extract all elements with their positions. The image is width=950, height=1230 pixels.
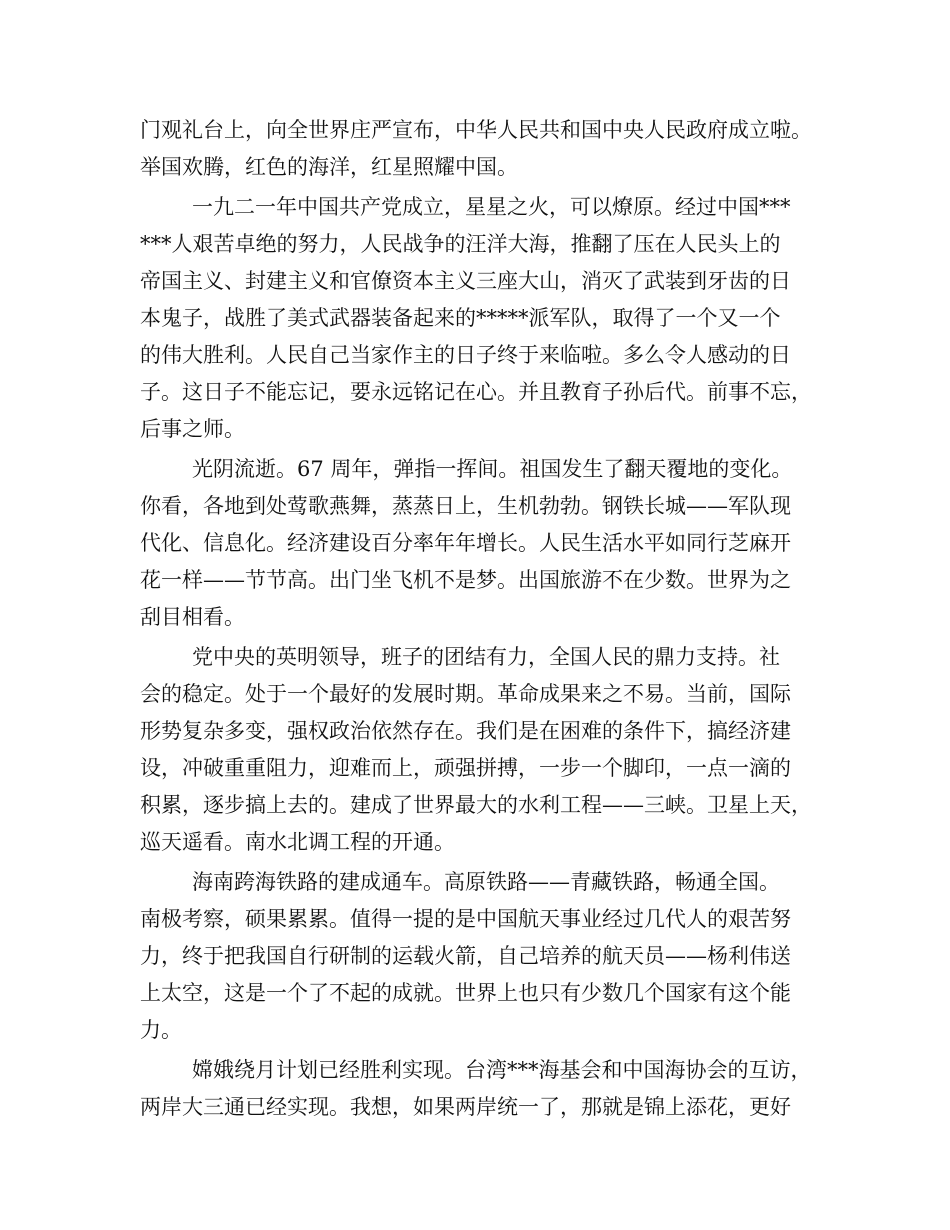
- text-line: 后事之师。: [140, 417, 245, 441]
- text-line: 帝国主义、封建主义和官僚资本主义三座大山，消灭了武装到牙齿的日: [140, 269, 791, 293]
- text-line: 上太空，这是一个了不起的成就。世界上也只有少数几个国家有这个能: [140, 981, 791, 1005]
- text-line: 刮目相看。: [140, 605, 245, 629]
- text-line: 花一样——节节高。出门坐飞机不是梦。出国旅游不在少数。世界为之: [140, 568, 791, 592]
- paragraph-5: [140, 864, 830, 1049]
- paragraph-3: [140, 451, 830, 636]
- text-line: 举国欢腾，红色的海洋，红星照耀中国。: [140, 155, 518, 179]
- text-line: 党中央的英明领导，班子的团结有力，全国人民的鼎力支持。社: [192, 645, 780, 669]
- text-line: 门观礼台上，向全世界庄严宣布，中华人民共和国中央人民政府成立啦。: [140, 118, 812, 142]
- text-line: 会的稳定。处于一个最好的发展时期。革命成果来之不易。当前，国际: [140, 682, 791, 706]
- text-line: 力，终于把我国自行研制的运载火箭，自己培养的航天员——杨利伟送: [140, 944, 791, 968]
- text-line: 海南跨海铁路的建成通车。高原铁路——青藏铁路，畅通全国。: [192, 870, 780, 894]
- paragraph-4: [140, 639, 830, 861]
- text-line: 的伟大胜利。人民自己当家作主的日子终于来临啦。多么令人感动的日: [140, 343, 791, 367]
- text-line: 力。: [140, 1018, 182, 1042]
- paragraph-2: [140, 189, 830, 448]
- text-line: 你看，各地到处莺歌燕舞，蒸蒸日上，生机勃勃。钢铁长城——军队现: [140, 494, 791, 518]
- text-line: 设，冲破重重阻力，迎难而上，顽强拼搏，一步一个脚印，一点一滴的: [140, 756, 791, 780]
- text-line: ***人艰苦卓绝的努力，人民战争的汪洋大海，推翻了压在人民头上的: [140, 232, 781, 256]
- text-line: 嫦娥绕月计划已经胜利实现。台湾***海基会和中国海协会的互访，: [192, 1058, 812, 1082]
- text-line: 形势复杂多变，强权政治依然存在。我们是在困难的条件下，搞经济建: [140, 719, 791, 743]
- text-line: 南极考察，硕果累累。值得一提的是中国航天事业经过几代人的艰苦努: [140, 907, 791, 931]
- text-line: 光阴流逝。67 周年，弹指一挥间。祖国发生了翻天覆地的变化。: [192, 457, 793, 481]
- text-line: 一九二一年中国共产党成立，星星之火，可以燎原。经过中国***: [192, 195, 791, 219]
- paragraph-1: [140, 112, 830, 186]
- document-body: [140, 112, 830, 1129]
- paragraph-6: [140, 1052, 830, 1126]
- text-line: 两岸大三通已经实现。我想，如果两岸统一了，那就是锦上添花，更好: [140, 1095, 791, 1119]
- text-line: 本鬼子，战胜了美式武器装备起来的*****派军队，取得了一个又一个: [140, 306, 781, 330]
- text-line: 子。这日子不能忘记，要永远铭记在心。并且教育子孙后代。前事不忘，: [140, 380, 812, 404]
- text-line: 代化、信息化。经济建设百分率年年增长。人民生活水平如同行芝麻开: [140, 531, 791, 555]
- text-line: 巡天遥看。南水北调工程的开通。: [140, 830, 455, 854]
- text-line: 积累，逐步搞上去的。建成了世界最大的水利工程——三峡。卫星上天，: [140, 793, 812, 817]
